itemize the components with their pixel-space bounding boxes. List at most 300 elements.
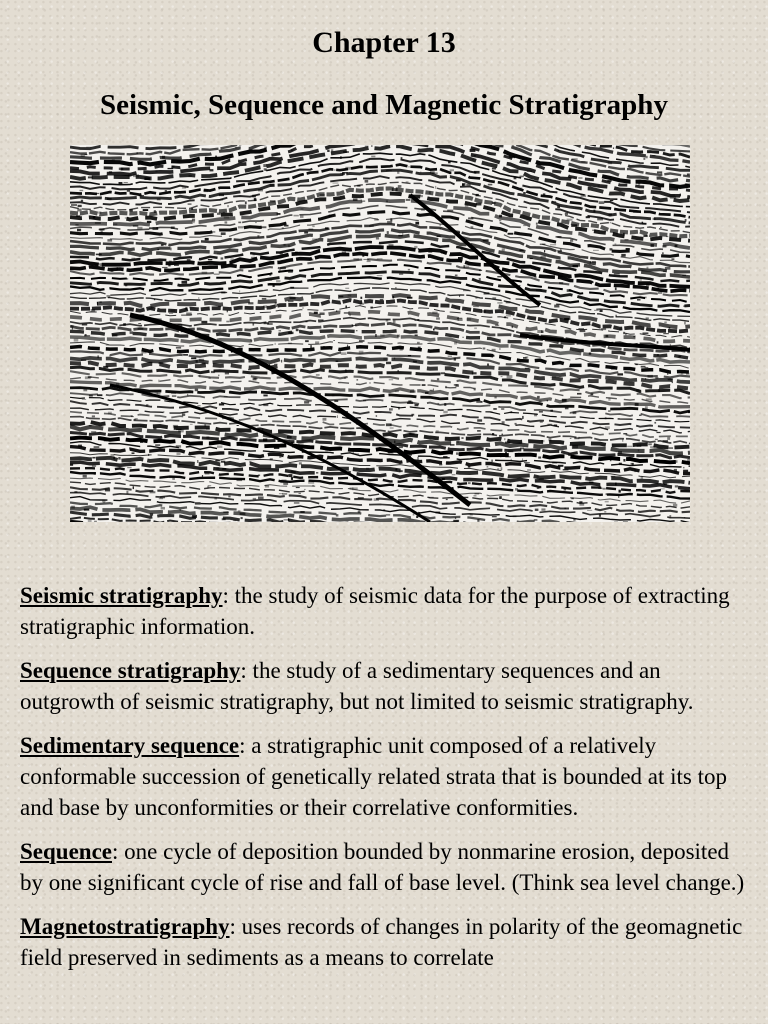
seismic-noise	[589, 482, 593, 484]
seismic-noise	[337, 415, 338, 418]
seismic-noise	[386, 200, 388, 202]
seismic-noise	[459, 295, 460, 297]
seismic-noise	[238, 226, 244, 228]
seismic-noise	[470, 149, 476, 152]
seismic-noise	[458, 319, 463, 321]
seismic-noise	[615, 483, 617, 486]
seismic-noise	[513, 515, 517, 517]
seismic-noise	[280, 481, 283, 483]
seismic-noise	[684, 322, 686, 325]
seismic-noise	[471, 226, 474, 228]
seismic-noise	[217, 253, 221, 255]
seismic-noise	[172, 396, 176, 397]
seismic-noise	[484, 292, 490, 294]
seismic-noise	[270, 458, 273, 460]
seismic-noise	[685, 219, 687, 222]
seismic-noise	[541, 440, 544, 442]
seismic-noise	[643, 158, 645, 160]
seismic-noise	[400, 348, 403, 351]
seismic-noise	[635, 364, 638, 365]
seismic-noise	[522, 416, 524, 419]
seismic-noise	[672, 382, 673, 384]
seismic-noise	[273, 284, 275, 287]
seismic-noise	[331, 149, 333, 152]
seismic-noise	[304, 401, 309, 404]
seismic-noise	[204, 190, 209, 192]
seismic-noise	[77, 229, 81, 232]
seismic-noise	[388, 451, 393, 453]
seismic-noise	[204, 424, 206, 427]
seismic-noise	[550, 410, 553, 412]
chapter-heading: Chapter 13	[312, 26, 456, 59]
seismic-noise	[662, 289, 663, 290]
seismic-noise	[448, 356, 452, 357]
seismic-noise	[527, 470, 531, 471]
seismic-noise	[393, 296, 395, 299]
seismic-noise	[567, 219, 573, 221]
seismic-noise	[432, 172, 438, 174]
seismic-noise	[675, 245, 678, 248]
seismic-noise	[501, 376, 503, 377]
seismic-noise	[223, 212, 225, 213]
seismic-noise	[475, 297, 477, 298]
seismic-noise	[512, 326, 513, 329]
seismic-noise	[284, 244, 286, 246]
seismic-noise	[415, 404, 419, 406]
seismic-noise	[646, 398, 652, 400]
seismic-noise	[208, 259, 212, 260]
seismic-noise	[481, 310, 485, 313]
seismic-noise	[537, 488, 540, 490]
seismic-noise	[479, 278, 481, 281]
definition-sequence	[20, 836, 750, 898]
seismic-noise	[468, 466, 471, 468]
seismic-noise	[308, 481, 314, 484]
seismic-noise	[679, 356, 681, 358]
seismic-noise	[601, 328, 606, 330]
seismic-noise	[126, 491, 128, 494]
seismic-noise	[327, 150, 329, 152]
seismic-noise	[397, 171, 399, 173]
definition-seismic-stratigraphy	[20, 580, 750, 642]
seismic-noise	[472, 372, 477, 374]
seismic-noise	[172, 166, 175, 168]
seismic-noise	[131, 258, 135, 259]
seismic-noise	[494, 396, 496, 398]
seismic-noise	[492, 297, 496, 299]
seismic-noise	[501, 328, 505, 329]
seismic-noise	[215, 460, 220, 461]
seismic-noise	[365, 180, 369, 183]
seismic-noise	[571, 498, 574, 500]
seismic-noise	[107, 295, 111, 298]
seismic-noise	[241, 517, 243, 519]
seismic-noise	[352, 325, 357, 326]
seismic-noise	[157, 249, 159, 251]
seismic-noise	[112, 159, 115, 161]
seismic-noise	[434, 506, 437, 507]
seismic-noise	[611, 476, 616, 477]
seismic-noise	[96, 254, 102, 256]
seismic-noise	[193, 222, 195, 224]
seismic-noise	[671, 258, 674, 260]
seismic-noise	[241, 443, 245, 446]
seismic-noise	[509, 156, 515, 158]
seismic-noise	[366, 468, 369, 470]
seismic-noise	[320, 313, 325, 316]
seismic-noise	[162, 267, 167, 268]
seismic-noise	[432, 312, 437, 314]
seismic-noise	[367, 261, 371, 263]
seismic-noise	[223, 512, 229, 513]
seismic-noise	[298, 443, 304, 444]
seismic-noise	[345, 288, 349, 289]
seismic-noise	[380, 299, 384, 301]
seismic-noise	[417, 342, 420, 344]
seismic-noise	[221, 461, 225, 463]
seismic-noise	[495, 325, 499, 326]
seismic-noise	[520, 188, 522, 189]
seismic-noise	[263, 439, 267, 442]
seismic-noise	[660, 227, 661, 228]
seismic-noise	[606, 493, 607, 495]
seismic-noise	[249, 349, 253, 350]
seismic-noise	[133, 225, 139, 227]
seismic-noise	[399, 274, 403, 275]
seismic-noise	[169, 313, 173, 314]
seismic-noise	[74, 339, 79, 342]
seismic-noise	[390, 428, 394, 429]
seismic-noise	[499, 215, 502, 218]
seismic-noise	[393, 505, 398, 506]
seismic-noise	[567, 289, 572, 292]
seismic-noise	[593, 210, 595, 213]
seismic-noise	[507, 375, 513, 378]
seismic-noise	[623, 459, 625, 462]
seismic-noise	[214, 497, 217, 499]
seismic-noise	[336, 514, 339, 516]
seismic-noise	[314, 312, 318, 314]
seismic-noise	[572, 158, 578, 160]
seismic-noise	[441, 372, 445, 374]
seismic-noise	[158, 380, 159, 383]
seismic-noise	[387, 231, 389, 234]
seismic-noise	[91, 431, 96, 433]
seismic-noise	[312, 238, 317, 240]
seismic-noise	[284, 225, 288, 227]
seismic-noise	[565, 407, 569, 409]
seismic-noise	[238, 510, 241, 512]
seismic-noise	[490, 411, 492, 412]
seismic-noise	[202, 475, 203, 477]
seismic-noise	[111, 454, 115, 457]
seismic-noise	[305, 340, 309, 342]
seismic-noise	[581, 194, 587, 197]
seismic-noise	[222, 518, 226, 520]
seismic-noise	[280, 253, 283, 255]
seismic-noise	[413, 361, 417, 363]
seismic-noise	[578, 178, 582, 179]
seismic-noise	[312, 485, 314, 487]
seismic-noise	[547, 400, 548, 402]
seismic-noise	[300, 216, 304, 218]
seismic-noise	[662, 245, 666, 247]
seismic-noise	[477, 430, 481, 431]
seismic-noise	[389, 244, 394, 246]
seismic-noise	[636, 389, 640, 392]
seismic-noise	[564, 318, 569, 320]
seismic-noise	[657, 287, 660, 290]
seismic-noise	[150, 513, 153, 515]
seismic-noise	[539, 411, 543, 413]
seismic-noise	[415, 335, 418, 337]
seismic-noise	[91, 309, 95, 312]
seismic-noise	[660, 488, 665, 489]
seismic-noise	[186, 313, 192, 316]
definition-text: : uses records of changes in polarity of the geomagnetic field preserved in sediments as a means to correlate	[20, 914, 743, 970]
seismic-noise	[329, 215, 332, 217]
seismic-noise	[125, 217, 129, 219]
seismic-noise	[269, 274, 271, 276]
seismic-noise	[668, 448, 673, 449]
seismic-noise	[254, 198, 256, 201]
seismic-noise	[406, 181, 409, 183]
seismic-noise	[360, 303, 364, 305]
seismic-noise	[579, 503, 584, 506]
seismic-noise	[590, 261, 591, 263]
seismic-noise	[375, 334, 377, 337]
seismic-noise	[477, 519, 479, 522]
seismic-noise	[443, 411, 447, 414]
seismic-noise	[173, 425, 178, 428]
seismic-noise	[147, 221, 151, 223]
seismic-noise	[357, 185, 360, 187]
seismic-noise	[631, 463, 634, 465]
seismic-noise	[233, 520, 236, 521]
seismic-noise	[219, 403, 224, 405]
seismic-noise	[488, 184, 493, 186]
seismic-noise	[299, 462, 302, 464]
seismic-noise	[619, 463, 622, 465]
seismic-noise	[398, 235, 402, 237]
seismic-noise	[339, 296, 343, 298]
seismic-noise	[369, 225, 374, 227]
seismic-noise	[88, 520, 92, 522]
seismic-noise	[497, 302, 502, 304]
seismic-noise	[462, 183, 466, 186]
seismic-noise	[554, 425, 557, 427]
seismic-noise	[98, 212, 101, 214]
seismic-noise	[275, 304, 277, 307]
seismic-noise	[408, 269, 410, 271]
seismic-noise	[476, 203, 482, 206]
seismic-noise	[168, 264, 170, 267]
seismic-noise	[648, 443, 652, 445]
seismic-noise	[537, 330, 542, 333]
seismic-noise	[681, 372, 684, 374]
seismic-noise	[84, 509, 90, 511]
definitions-list	[20, 580, 750, 986]
seismic-noise	[500, 456, 502, 457]
seismic-noise	[389, 408, 393, 410]
seismic-noise	[130, 331, 133, 334]
seismic-noise	[240, 360, 242, 362]
seismic-noise	[86, 147, 91, 148]
seismic-noise	[446, 462, 450, 465]
seismic-noise	[523, 357, 527, 359]
seismic-noise	[108, 412, 112, 415]
seismic-noise	[400, 470, 403, 472]
seismic-noise	[390, 218, 392, 221]
seismic-noise	[578, 328, 584, 329]
seismic-noise	[540, 244, 546, 245]
seismic-noise	[535, 509, 539, 511]
seismic-noise	[257, 235, 259, 237]
seismic-noise	[519, 250, 523, 251]
seismic-noise	[92, 466, 96, 467]
seismic-noise	[573, 411, 577, 414]
seismic-noise	[224, 217, 229, 219]
seismic-noise	[581, 161, 585, 163]
seismic-noise	[299, 493, 301, 494]
seismic-noise	[619, 328, 622, 330]
seismic-noise	[685, 183, 688, 185]
seismic-noise	[524, 462, 530, 463]
seismic-noise	[276, 280, 280, 282]
seismic-noise	[310, 345, 312, 348]
seismic-noise	[263, 395, 267, 397]
seismic-noise	[440, 224, 441, 225]
seismic-noise	[538, 457, 541, 459]
seismic-noise	[205, 238, 209, 241]
seismic-noise	[150, 491, 156, 493]
seismic-noise	[72, 327, 73, 329]
seismic-noise	[264, 147, 267, 149]
seismic-noise	[574, 437, 579, 439]
seismic-noise	[304, 232, 308, 234]
seismic-noise	[301, 174, 305, 176]
seismic-noise	[646, 283, 649, 286]
seismic-noise	[450, 444, 454, 446]
seismic-noise	[240, 513, 246, 516]
seismic-noise	[658, 292, 662, 294]
seismic-noise	[580, 330, 586, 332]
seismic-noise	[374, 218, 378, 221]
seismic-noise	[275, 302, 277, 304]
seismic-noise	[411, 414, 414, 416]
seismic-noise	[279, 493, 283, 494]
seismic-noise	[472, 159, 474, 160]
seismic-noise	[132, 452, 135, 454]
seismic-noise	[499, 348, 500, 350]
seismic-noise	[640, 279, 642, 280]
seismic-noise	[613, 148, 614, 149]
seismic-noise	[398, 446, 403, 448]
seismic-noise	[466, 184, 470, 186]
seismic-noise	[421, 209, 425, 211]
seismic-noise	[455, 275, 458, 277]
seismic-noise	[268, 279, 272, 281]
seismic-noise	[161, 507, 165, 510]
seismic-noise	[140, 442, 143, 444]
seismic-noise	[610, 248, 613, 250]
seismic-noise	[197, 460, 198, 463]
seismic-noise	[104, 440, 107, 441]
seismic-noise	[647, 267, 649, 269]
seismic-noise	[217, 213, 221, 215]
seismic-noise	[623, 521, 628, 522]
seismic-noise	[219, 194, 224, 196]
seismic-noise	[97, 355, 99, 358]
seismic-noise	[577, 393, 582, 395]
seismic-noise	[623, 332, 625, 334]
seismic-noise	[274, 364, 278, 365]
seismic-noise	[177, 160, 180, 163]
seismic-noise	[452, 474, 456, 475]
seismic-noise	[474, 171, 480, 174]
seismic-noise	[393, 320, 396, 323]
seismic-noise	[634, 469, 636, 472]
seismic-noise	[392, 188, 398, 191]
seismic-noise	[429, 497, 434, 498]
seismic-noise	[417, 457, 418, 460]
seismic-noise	[657, 171, 662, 173]
seismic-noise	[296, 487, 300, 488]
seismic-noise	[646, 156, 648, 159]
seismic-noise	[615, 243, 617, 244]
seismic-noise	[336, 310, 337, 312]
seismic-noise	[119, 182, 123, 184]
seismic-noise	[515, 488, 518, 491]
seismic-noise	[291, 471, 296, 474]
seismic-noise	[386, 362, 391, 365]
seismic-noise	[263, 404, 268, 407]
seismic-noise	[316, 472, 318, 473]
seismic-noise	[96, 193, 100, 194]
seismic-noise	[248, 302, 253, 304]
seismic-noise	[481, 401, 483, 403]
seismic-noise	[449, 259, 451, 260]
seismic-noise	[362, 254, 364, 256]
seismic-noise	[128, 174, 131, 177]
seismic-noise	[93, 216, 95, 219]
seismic-noise	[265, 485, 269, 488]
seismic-noise	[563, 469, 569, 471]
seismic-noise	[670, 196, 676, 199]
seismic-noise	[370, 307, 373, 309]
seismic-noise	[606, 335, 609, 337]
seismic-noise	[137, 227, 142, 230]
seismic-noise	[433, 329, 435, 331]
seismic-noise	[457, 441, 458, 443]
seismic-noise	[347, 345, 348, 348]
seismic-noise	[202, 272, 208, 274]
seismic-noise	[312, 225, 314, 227]
seismic-noise	[352, 487, 358, 490]
seismic-noise	[94, 473, 96, 475]
seismic-noise	[520, 176, 524, 178]
seismic-noise	[348, 295, 352, 297]
seismic-noise	[300, 511, 304, 513]
seismic-noise	[454, 358, 456, 361]
seismic-noise	[290, 287, 294, 289]
seismic-noise	[571, 224, 577, 227]
seismic-noise	[463, 290, 469, 292]
seismic-reflectors	[70, 145, 690, 522]
seismic-noise	[687, 459, 690, 461]
seismic-noise	[534, 519, 538, 521]
seismic-noise	[657, 341, 659, 343]
